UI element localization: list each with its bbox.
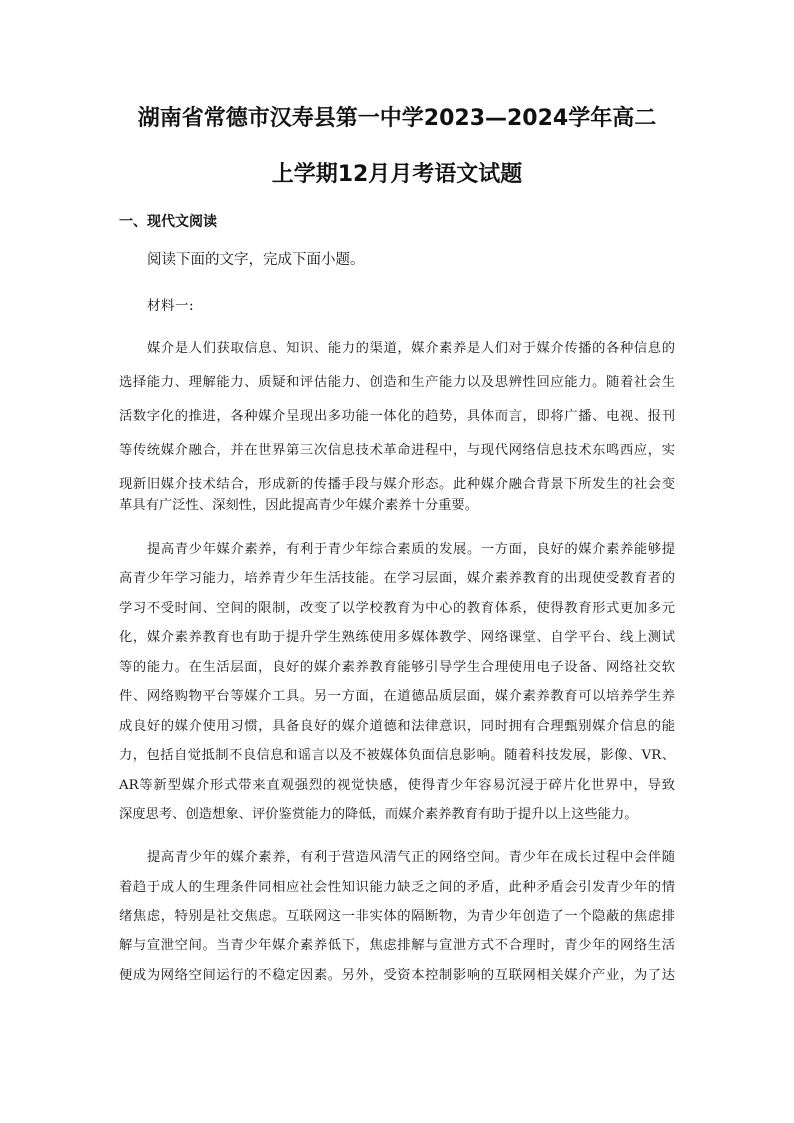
paragraph-line: 高青少年学习能力，培养青少年生活技能。在学习层面，媒介素养教育的出现使受教育者的 — [119, 571, 675, 586]
paragraph-line: 选择能力、理解能力、质疑和评估能力、创造和生产能力以及思辨性回应能力。随着社会生 — [119, 375, 675, 390]
paragraph-line: 便成为网络空间运行的不稳定因素。另外，受资本控制影响的互联网相关媒介产业，为了达 — [119, 968, 675, 983]
paragraph-line: 件、网络购物平台等媒介工具。另一方面，在道德品质层面，媒介素养教育可以培养学生养 — [119, 689, 675, 704]
paragraph-line: 深度思考、创造想象、评价鉴赏能力的降低，而媒介素养教育有助于提升以上这些能力。 — [119, 807, 638, 822]
paragraph-line: 提高青少年的媒介素养，有利于营造风清气正的网络空间。青少年在成长过程中会伴随 — [147, 850, 675, 865]
paragraph-line: 提高青少年媒介素养，有利于青少年综合素质的发展。一方面，良好的媒介素养能够提 — [147, 542, 675, 557]
paragraph-line: 媒介是人们获取信息、知识、能力的渠道，媒介素养是人们对于媒介传播的各种信息的 — [147, 341, 675, 356]
document-title-line-1: 湖南省常德市汉寿县第一中学2023—2024学年高二 — [137, 106, 657, 131]
paragraph-line: 解与宣泄空间。当青少年媒介素养低下，焦虑排解与宣泄方式不合理时，青少年的网络生活 — [119, 938, 675, 953]
paragraph-line: 革具有广泛性、深刻性，因此提高青少年媒介素养十分重要。 — [119, 498, 479, 513]
paragraph-line: 活数字化的推进，各种媒介呈现出多功能一体化的趋势，具体而言，即将广播、电视、报刊 — [119, 409, 675, 424]
paragraph-line: 现新旧媒介技术结合，形成新的传播手段与媒介形态。此种媒介融合背景下所发生的社会变 — [119, 477, 675, 492]
paragraph-line: 力，包括自觉抵制不良信息和谣言以及不被媒体负面信息影响。随着科技发展，影像、VR、 — [119, 748, 675, 763]
reading-instruction: 阅读下面的文字，完成下面小题。 — [147, 252, 365, 268]
paragraph-line: 化，媒介素养教育也有助于提升学生熟练使用多媒体教学、网络课堂、自学平台、线上测试 — [119, 630, 675, 645]
material-label: 材料一: — [147, 298, 195, 314]
paragraph-line: 等传统媒介融合，并在世界第三次信息技术革命进程中，与现代网络信息技术东鸣西应，实 — [119, 443, 675, 458]
document-title-line-2: 上学期12月月考语文试题 — [271, 162, 523, 187]
paragraph-line: 着趋于成人的生理条件同相应社会性知识能力缺乏之间的矛盾，此种矛盾会引发青少年的情 — [119, 880, 675, 895]
paragraph-line: AR等新型媒介形式带来直观强烈的视觉快感，使得青少年容易沉浸于碎片化世界中，导致 — [119, 778, 675, 793]
paragraph-line: 等的能力。在生活层面，良好的媒介素养教育能够引导学生合理使用电子设备、网络社交软 — [119, 660, 675, 675]
paragraph-line: 学习不受时间、空间的限制，改变了以学校教育为中心的教育体系，使得教育形式更加多元 — [119, 601, 675, 616]
paragraph-line: 成良好的媒介使用习惯，具备良好的媒介道德和法律意识，同时拥有合理甄别媒介信息的能 — [119, 719, 675, 734]
paragraph-line: 绪焦虑，特别是社交焦虑。互联网这一非实体的隔断物，为青少年创造了一个隐蔽的焦虑排 — [119, 909, 675, 924]
section-heading: 一、现代文阅读 — [119, 214, 217, 230]
